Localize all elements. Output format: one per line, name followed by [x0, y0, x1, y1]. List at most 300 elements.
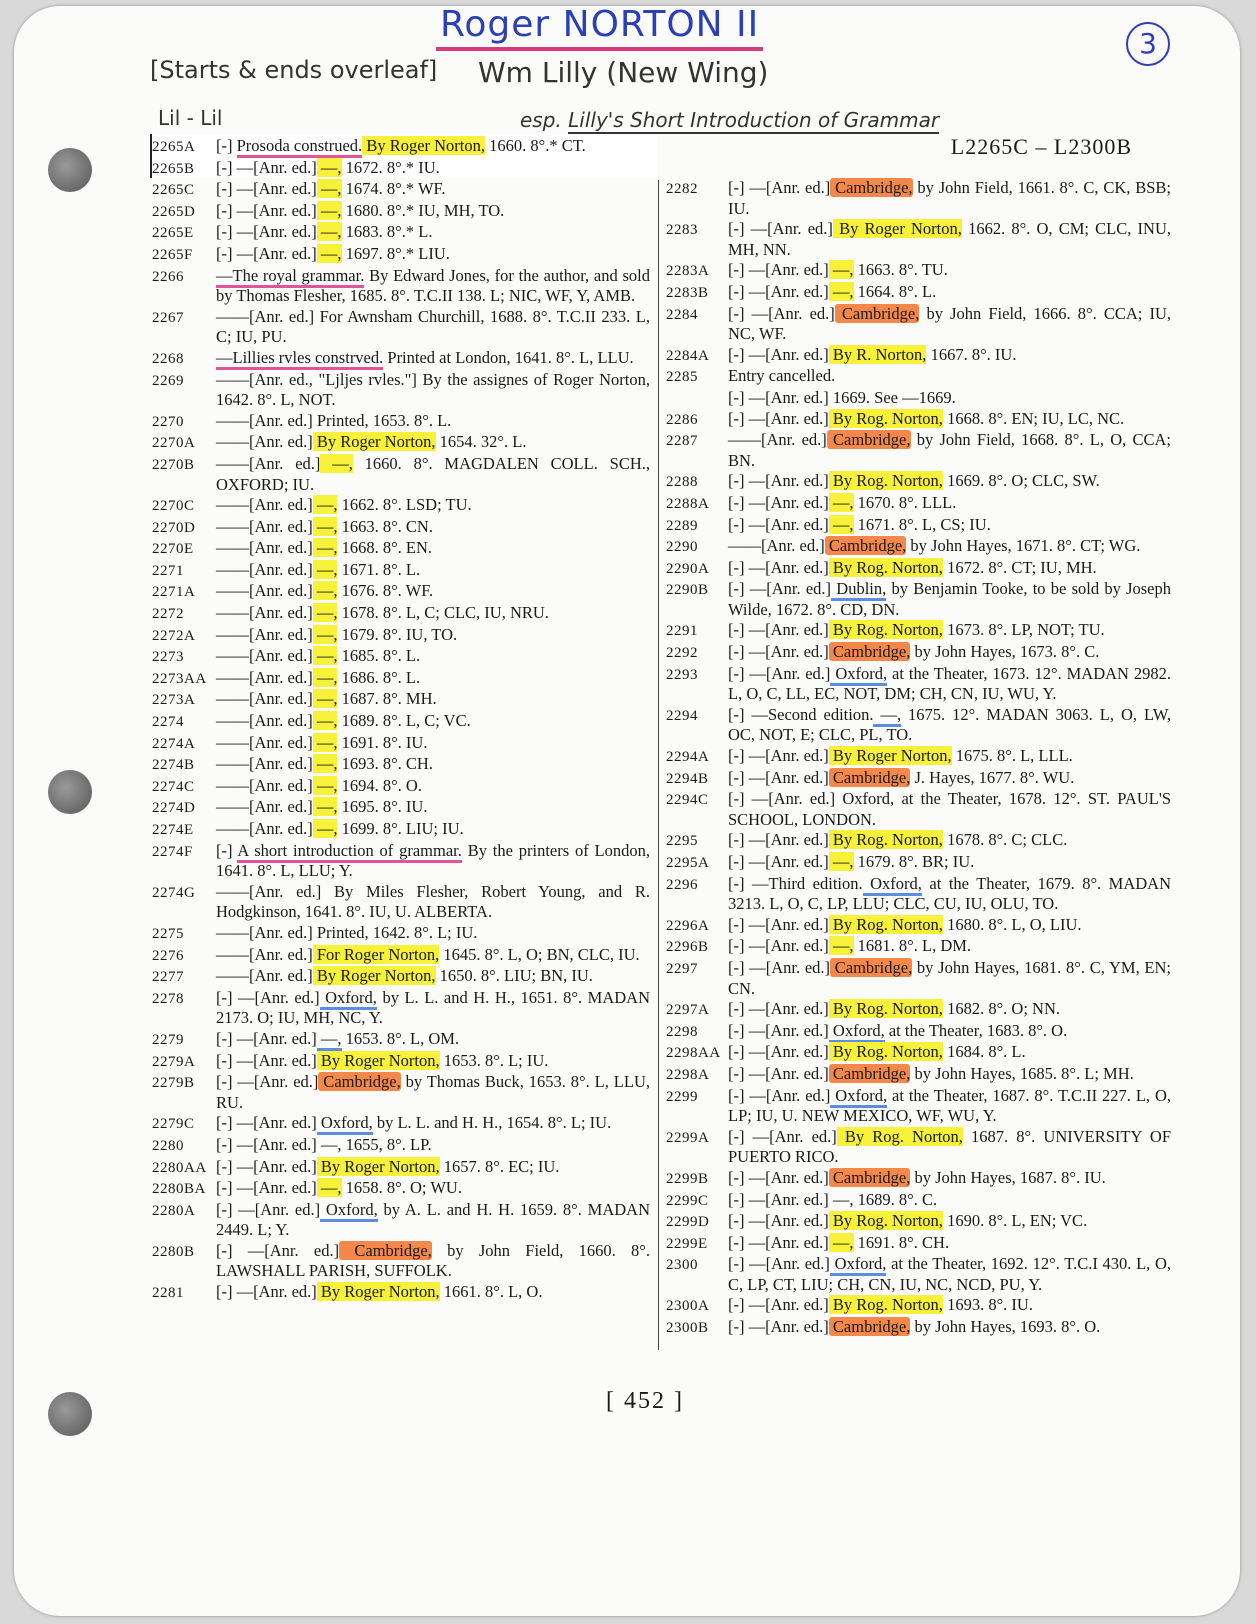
entry-text [216, 1178, 650, 1200]
handwritten-title: Roger NORTON II [436, 4, 763, 51]
entry-imprint: 1675. 8°. L, LLL. [951, 746, 1073, 766]
entry-imprint: 1679. 8°. BR; IU. [853, 852, 975, 871]
entry-text [728, 1064, 1171, 1086]
entry-prefix: ——[Anr. ed., "Ljljes rvles."] By the assignes of Roger Norton, 1642. 8°. L, NOT. [216, 369, 650, 410]
highlighted-printer: —, [312, 559, 338, 579]
catalogue-entry [666, 830, 1171, 852]
catalogue-entry [666, 409, 1171, 431]
entry-text [728, 620, 1171, 642]
entry-text [216, 945, 650, 967]
catalogue-entry [152, 1029, 650, 1051]
entry-prefix: [-] —[Anr. ed.] [728, 281, 829, 301]
catalogue-entry [666, 1168, 1171, 1190]
highlighted-printer: —, [312, 667, 338, 687]
entry-number [666, 388, 728, 409]
entry-prefix: [-] —[Anr. ed.] [728, 746, 829, 766]
entry-number: 2299E [666, 1235, 708, 1252]
catalogue-entry [152, 1157, 650, 1179]
entry-number: 2279A [152, 1053, 196, 1070]
entry-number: 2280A [152, 1202, 196, 1219]
entry-prefix: [-] —[Anr. ed.] [728, 1295, 829, 1315]
entry-prefix: ——[Anr. ed.] [216, 624, 313, 644]
highlighted-printer: By Roger Norton, [316, 1050, 440, 1070]
entry-text [216, 538, 650, 560]
entry-text [728, 936, 1171, 958]
entry-prefix: ——[Anr. ed.] [216, 603, 313, 623]
entry-number: 2272A [152, 627, 196, 644]
entry-number: 2299 [666, 1088, 698, 1105]
entry-prefix: [-] —[Anr. ed.] [728, 620, 829, 640]
highlighted-cambridge: Cambridge, [826, 430, 911, 450]
highlighted-cambridge: Cambridge, [318, 1072, 401, 1092]
underlined-place: —, [873, 705, 901, 727]
entry-number: 2279B [152, 1075, 195, 1092]
entry-prefix: ——[Anr. ed.] [728, 430, 827, 450]
highlighted-printer: —, [316, 157, 342, 177]
highlighted-printer: —, [312, 819, 338, 838]
entry-text [216, 733, 650, 755]
entry-imprint: 1668. 8°. EN. [337, 538, 433, 558]
entry-text [728, 830, 1171, 852]
entry-prefix: ——[Anr. ed.] [728, 536, 825, 556]
entry-number: 2296A [666, 917, 710, 934]
entry-text [728, 1211, 1171, 1233]
entry-prefix: ——[Anr. ed.] [216, 797, 313, 817]
entry-imprint: 1693. 8°. IU. [942, 1295, 1033, 1315]
entry-imprint: by Thomas Buck, 1653. 8°. L, LLU, RU. [216, 1072, 650, 1112]
highlighted-printer: By Rog. Norton, [828, 1042, 943, 1062]
catalogue-entry [152, 136, 650, 158]
entry-text [728, 345, 1171, 367]
entry-imprint: by L. L. and H. H., 1654. 8°. L; IU. [372, 1113, 612, 1133]
entry-number: 2298AA [666, 1045, 721, 1062]
underlined-place: —, [317, 1029, 342, 1051]
entry-text [728, 1295, 1171, 1317]
entry-text [728, 874, 1171, 915]
underlined-place: Oxford, [830, 1086, 887, 1108]
highlighted-printer: By Rog. Norton, [828, 620, 943, 640]
entry-number: 2300B [666, 1320, 709, 1337]
folio: [ 452 ] [606, 1388, 684, 1414]
entry-number: 2290 [666, 539, 698, 556]
catalogue-entry [666, 642, 1171, 664]
entry-number: 2290B [666, 582, 709, 599]
entry-prefix: [-] —[Anr. ed.] [728, 1167, 829, 1187]
entry-text [728, 1086, 1171, 1127]
catalogue-entry [152, 603, 650, 625]
catalogue-entry [666, 304, 1171, 345]
handwritten-author: Wm Lilly (New Wing) [478, 56, 769, 89]
highlighted-printer: By Roger Norton, [828, 746, 952, 766]
entry-number: 2270D [152, 519, 196, 536]
catalogue-entry [152, 988, 650, 1029]
highlighted-cambridge: Cambridge, [339, 1240, 432, 1260]
handwritten-esp-note [520, 108, 939, 132]
entry-prefix: ——[Anr. ed.] [216, 432, 313, 452]
highlighted-cambridge: Cambridge, [828, 1167, 911, 1187]
entry-prefix: [-] —[Anr. ed.] [728, 557, 829, 577]
entry-text [728, 260, 1171, 282]
highlighted-printer: By Rog. Norton, [828, 999, 943, 1019]
entry-imprint: 1667. 8°. IU. [926, 344, 1017, 364]
highlighted-printer: —, [312, 495, 338, 515]
entry-text [728, 282, 1171, 304]
catalogue-entry [152, 517, 650, 539]
entry-prefix: [-] —[Anr. ed.] [728, 1063, 829, 1083]
entry-text [216, 348, 650, 370]
entry-imprint: at the Theater, 1683. 8°. O. [884, 1020, 1068, 1040]
entry-text [728, 958, 1171, 999]
entry-imprint: by John Hayes, 1687. 8°. IU. [910, 1167, 1106, 1187]
entry-text [728, 536, 1171, 558]
entry-imprint: 1668. 8°. EN; IU, LC, NC. [942, 408, 1125, 428]
column-divider [658, 180, 659, 1350]
highlighted-printer: —, [828, 936, 854, 956]
entry-text [216, 1135, 650, 1157]
highlighted-printer: —, [312, 711, 338, 731]
entry-imprint: 1663. 8°. CN. [337, 516, 433, 536]
catalogue-entry [666, 768, 1171, 790]
entry-prefix: [-] [216, 840, 238, 860]
entry-text [216, 432, 650, 454]
entry-prefix: [-] —[Anr. ed.] [216, 987, 320, 1007]
entry-prefix: ——[Anr. ed.] [216, 581, 313, 601]
entry-prefix: [-] —[Anr. ed.] [728, 936, 829, 956]
entry-text [728, 409, 1171, 431]
entry-prefix: Entry cancelled. [728, 366, 836, 386]
entry-number: 2272 [152, 606, 184, 623]
entry-imprint: 1680. 8°. L, O, LIU. [942, 914, 1082, 934]
entry-imprint: by John Hayes, 1681. 8°. C, YM, EN; CN. [728, 957, 1172, 998]
entry-number: 2284 [666, 306, 698, 323]
entry-text [216, 797, 650, 819]
entry-number: 2299B [666, 1170, 709, 1187]
entry-number: 2265B [152, 160, 195, 177]
entry-text [216, 495, 650, 517]
entry-imprint: at the Theater, 1692. 12°. T.C.I 430. L, O, C, LP, CT, LIU; CH, CN, IU, NC, NCD, PU, Y. [728, 1254, 1172, 1294]
entry-text [728, 366, 1171, 388]
entry-prefix: [-] —[Anr. ed.] [728, 579, 832, 599]
entry-imprint: 1691. 8°. IU. [337, 732, 428, 752]
entry-text [728, 1190, 1171, 1212]
entry-number: 2279 [152, 1031, 184, 1048]
entry-imprint: at the Theater, 1679. 8°. MADAN 3213. L, O, C, LP, LLU; CLC, CU, IU, OLU, TO. [728, 873, 1172, 914]
catalogue-entry [152, 560, 650, 582]
entry-imprint: 1699. 8°. LIU; IU. [337, 819, 464, 838]
entry-text [728, 471, 1171, 493]
entry-imprint: 1674. 8°.* WF. [341, 179, 446, 199]
catalogue-entry [152, 819, 650, 841]
entry-imprint: by John Hayes, 1673. 8°. C. [910, 642, 1100, 662]
entry-imprint: 1678. 8°. L, C; CLC, IU, NRU. [337, 603, 549, 623]
catalogue-entry [152, 432, 650, 454]
entry-prefix: [-] —[Anr. ed.] [216, 179, 317, 199]
esp-prefix: esp. [520, 108, 562, 132]
catalogue-entry [152, 454, 650, 495]
entry-number: 2295 [666, 833, 698, 850]
entry-number: 2280BA [152, 1181, 206, 1198]
entry-imprint: 1695. 8°. IU. [337, 797, 428, 817]
catalogue-entry [666, 874, 1171, 915]
entry-prefix: [-] —[Anr. ed.] [728, 471, 829, 491]
catalogue-entry [666, 1211, 1171, 1233]
entry-imprint: by A. L. and H. H. 1659. 8°. MADAN 2449. L; Y. [216, 1199, 651, 1240]
entry-imprint: 1661. 8°. L, O. [439, 1282, 543, 1302]
catalogue-entry [666, 219, 1171, 260]
entry-imprint: 1662. 8°. LSD; TU. [337, 495, 472, 515]
catalogue-entry [666, 430, 1171, 471]
entry-prefix: [-] —[Anr. ed.] Oxford, at the Theater, 1678. 12°. ST. PAUL'S SCHOOL, LONDON. [728, 789, 1171, 829]
highlighted-printer: For Roger Norton, [312, 944, 440, 964]
highlighted-cambridge: Cambridge, [828, 1063, 911, 1083]
entry-prefix: ——[Anr. ed.] Printed, 1642. 8°. L; IU. [216, 922, 478, 942]
entry-text [216, 776, 650, 798]
highlighted-printer: —, [312, 516, 338, 536]
catalogue-entry [666, 388, 1171, 409]
highlighted-printer: —, [312, 754, 338, 774]
entry-prefix: [-] —[Anr. ed.] [728, 1042, 829, 1062]
highlighted-printer: —, [312, 689, 338, 709]
entry-text [216, 1200, 650, 1241]
entry-text [728, 999, 1171, 1021]
highlighted-printer: By Rog. Norton, [828, 557, 943, 577]
entry-number: 2287 [666, 433, 698, 450]
entry-text [216, 689, 650, 711]
entry-text [216, 201, 650, 223]
highlighted-printer: By Roger Norton, [316, 1156, 440, 1176]
entry-imprint: Printed at London, 1641. 8°. L, LLU. [383, 347, 634, 367]
catalogue-entry [666, 366, 1171, 388]
entry-prefix: ——[Anr. ed.] [216, 559, 313, 579]
entry-text [216, 711, 650, 733]
entry-number: 2267 [152, 309, 184, 326]
entry-text [728, 493, 1171, 515]
entry-prefix: [-] —[Anr. ed.] [728, 1317, 829, 1337]
catalogue-entry [666, 1127, 1171, 1168]
entry-prefix: ——[Anr. ed.] [216, 754, 313, 774]
catalogue-entry [152, 244, 650, 266]
highlighted-cambridge: Cambridge, [828, 767, 911, 787]
catalogue-entry [152, 201, 650, 223]
entry-imprint: 1657. 8°. EC; IU. [439, 1156, 560, 1176]
catalogue-entry [152, 370, 650, 411]
entry-imprint: by L. L. and H. H., 1651. 8°. MADAN 2173. O; IU, MH, NC, Y. [216, 987, 651, 1028]
highlighted-printer: —, [828, 492, 854, 512]
underlined-place: Oxford, [830, 664, 887, 686]
entry-prefix: [-] —[Anr. ed.] [216, 157, 317, 177]
entry-number: 2271A [152, 584, 196, 601]
entry-text [216, 1051, 650, 1073]
entry-number: 2274F [152, 843, 193, 860]
catalogue-entry [152, 668, 650, 690]
entry-text [728, 1254, 1171, 1295]
entry-text [728, 852, 1171, 874]
underlined-place: Oxford, [830, 1254, 886, 1276]
entry-prefix: ——[Anr. ed.] [216, 646, 313, 666]
highlighted-printer: By Rog. Norton, [828, 408, 943, 428]
underlined-place: Oxford, [829, 1021, 885, 1043]
entry-prefix: [-] —[Anr. ed.] [728, 492, 829, 512]
entry-number: 2273 [152, 649, 184, 666]
underlined-title: —The royal grammar. [216, 266, 364, 288]
entry-prefix: [-] —[Anr. ed.] [728, 767, 829, 787]
entry-number: 2278 [152, 990, 184, 1007]
catalogue-entry [152, 411, 650, 433]
entry-number: 2274E [152, 822, 194, 838]
catalogue-entry [152, 945, 650, 967]
highlighted-printer: —, [828, 514, 854, 534]
catalogue-entry [666, 1254, 1171, 1295]
entry-text [728, 1021, 1171, 1043]
catalogue-entry [152, 1241, 650, 1282]
entry-prefix: [-] —[Anr. ed.] [216, 1240, 340, 1260]
highlighted-printer: By Rog. Norton, [828, 1211, 943, 1231]
entry-prefix: [-] [216, 136, 237, 155]
entry-text [216, 454, 650, 495]
entry-number: 2280B [152, 1243, 195, 1260]
entry-text [728, 1127, 1171, 1168]
catalogue-entry [666, 1190, 1171, 1212]
entry-prefix: [-] —[Anr. ed.] [728, 999, 829, 1019]
entry-number: 2274D [152, 800, 196, 817]
catalogue-entry [152, 307, 650, 348]
entry-imprint: 1678. 8°. C; CLC. [942, 830, 1068, 850]
entry-text [728, 746, 1171, 768]
entry-text [728, 178, 1171, 219]
entry-prefix: ——[Anr. ed.] [216, 689, 313, 709]
entry-imprint: By Edward Jones, for the author, and sold by Thomas Flesher, 1685. 8°. T.C.II 138. L; NIC, WF, Y, AMB. [216, 265, 651, 306]
highlighted-printer: —, [312, 775, 338, 795]
entry-number: 2291 [666, 623, 698, 640]
catalogue-entry [666, 178, 1171, 219]
entry-number: 2269 [152, 372, 184, 389]
entry-prefix: ——[Anr. ed.] Printed, 1653. 8°. L. [216, 410, 452, 430]
catalogue-entry [666, 789, 1171, 830]
entry-text [728, 579, 1171, 620]
entry-prefix: [-] —Second edition. [728, 704, 874, 724]
entry-number: 2296 [666, 876, 698, 893]
catalogue-entry [666, 1086, 1171, 1127]
entry-prefix: [-] —[Anr. ed.] [728, 1020, 829, 1040]
entry-number: 2265E [152, 225, 194, 242]
entry-number: 2299A [666, 1129, 710, 1146]
entry-number: 2265F [152, 246, 193, 263]
entry-number: 2293 [666, 666, 698, 683]
catalogue-entry [152, 538, 650, 560]
entry-imprint: by John Field, 1660. 8°. LAWSHALL PARISH, SUFFOLK. [216, 1240, 650, 1281]
entry-number: 2297A [666, 1002, 710, 1019]
entry-imprint: 1680. 8°.* IU, MH, TO. [341, 200, 505, 220]
entry-number: 2295A [666, 855, 710, 871]
underlined-title: Prosoda construed. [237, 136, 363, 158]
entry-number: 2279C [152, 1116, 195, 1133]
catalogue-entry [152, 1200, 650, 1241]
entry-text [728, 642, 1171, 664]
highlighted-printer: —, [828, 281, 854, 301]
entry-imprint: 1682. 8°. O; NN. [942, 999, 1060, 1019]
entry-text [216, 882, 650, 923]
esp-title: Lilly's Short Introduction of Grammar [568, 108, 940, 132]
highlighted-printer: —, [312, 624, 338, 644]
entry-text [216, 581, 650, 603]
entry-text [728, 304, 1171, 345]
entry-prefix: ——[Anr. ed.] By Miles Flesher, Robert Young, and R. Hodgkinson, 1641. 8°. IU, U. ALBERTA. [216, 881, 650, 922]
entry-prefix: [-] —[Anr. ed.] [728, 914, 829, 934]
entry-number: 2273AA [152, 670, 207, 687]
entry-text [728, 558, 1171, 580]
entry-imprint: 1663. 8°. TU. [853, 260, 948, 280]
entry-prefix: [-] —[Anr. ed.] [728, 408, 829, 428]
entry-prefix: [-] —[Anr. ed.] [728, 663, 831, 683]
entry-number: 2270A [152, 435, 196, 452]
entry-number: 2283 [666, 222, 698, 239]
highlighted-printer: By R. Norton, [828, 344, 927, 364]
entry-number: 2270C [152, 498, 195, 515]
entry-text [216, 222, 650, 244]
entry-imprint: By the printers of London, 1641. 8°. L, LLU; Y. [216, 840, 650, 881]
entry-number: 2285 [666, 369, 698, 386]
entry-text [216, 244, 650, 266]
entry-prefix: [-] —[Anr. ed.] [216, 1178, 317, 1198]
entry-imprint: 1686. 8°. L. [337, 667, 421, 687]
highlighted-printer: —, [320, 453, 353, 473]
entry-imprint: by John Hayes, 1693. 8°. O. [910, 1317, 1101, 1337]
entry-text [216, 819, 650, 841]
entry-prefix: [-] —[Anr. ed.] [728, 219, 833, 239]
catalogue-entry [666, 558, 1171, 580]
entry-text [216, 841, 650, 882]
entry-number: 2282 [666, 181, 698, 197]
entry-imprint: 1679. 8°. IU, TO. [337, 624, 458, 644]
entry-imprint: 1650. 8°. LIU; BN, IU. [435, 966, 593, 986]
right-column [666, 178, 1171, 1339]
entry-text [216, 266, 650, 307]
underlined-place: Oxford, [863, 874, 922, 896]
entry-text [728, 664, 1171, 705]
entry-text [728, 1233, 1171, 1255]
catalogue-entry [666, 936, 1171, 958]
entry-imprint: 1691. 8°. CH. [853, 1232, 950, 1252]
entry-prefix: [-] —[Anr. ed.] [216, 1199, 321, 1219]
highlighted-printer: —, [312, 538, 338, 558]
catalogue-entry [666, 958, 1171, 999]
catalogue-entry [666, 1295, 1171, 1317]
highlighted-printer: —, [312, 646, 338, 666]
underlined-place: Oxford, [320, 1200, 378, 1222]
catalogue-entry [666, 999, 1171, 1021]
highlighted-printer: —, [828, 260, 854, 280]
entry-text [728, 705, 1171, 746]
catalogue-entry [152, 711, 650, 733]
entry-text [728, 430, 1171, 471]
entry-imprint: by Benjamin Tooke, to be sold by Joseph Wilde, 1672. 8°. CD, DN. [728, 579, 1172, 619]
entry-prefix: [-] —[Anr. ed.] [728, 303, 835, 323]
entry-imprint: 1669. 8°. O; CLC, SW. [942, 471, 1100, 491]
entry-number: 2300A [666, 1298, 710, 1315]
entry-imprint: 1676. 8°. WF. [337, 581, 434, 601]
entry-prefix: [-] —[Anr. ed.] [216, 200, 317, 220]
highlighted-cambridge: Cambridge, [834, 303, 920, 323]
entry-prefix: ——[Anr. ed.] [216, 819, 313, 838]
entry-imprint: 1683. 8°.* L. [341, 222, 433, 242]
binder-hole [48, 1392, 92, 1436]
highlighted-printer: —, [316, 200, 342, 220]
catalogue-entry [152, 348, 650, 370]
entry-text [216, 136, 650, 158]
catalogue-entry [666, 1064, 1171, 1086]
highlighted-printer: —, [828, 1232, 854, 1252]
highlighted-printer: By Rog. Norton, [828, 830, 943, 850]
